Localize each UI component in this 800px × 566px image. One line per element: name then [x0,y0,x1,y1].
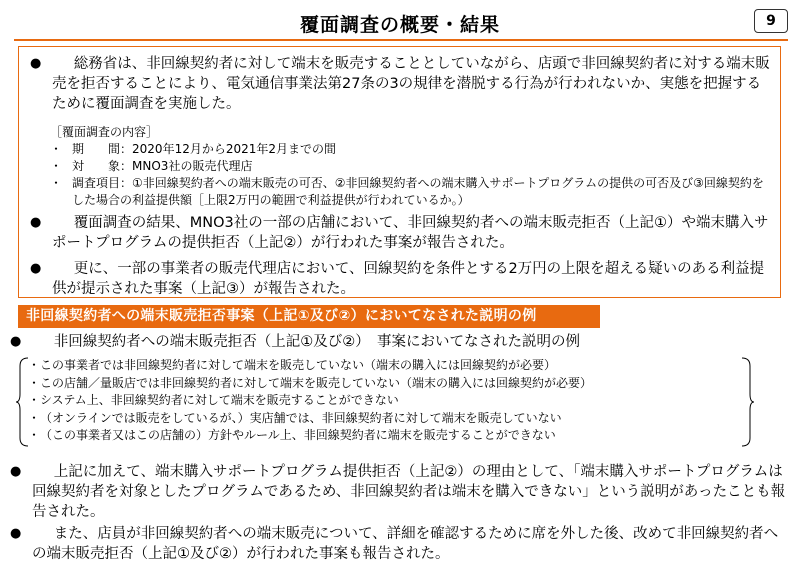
page-title: 覆面調査の概要・結果 [299,14,500,36]
small-bullet-icon: ・ [50,142,63,156]
intro-paragraph [30,54,775,114]
contents-item-items: ・ 調査項目：①非回線契約者への端末販売の可否、②非回線契約者への端末購入サポートプログラムの提供の可否及び③回線契約をした場合の利益提供額［上限2万円の範囲で利益提供が行われているか。） [50,176,764,207]
bullet-icon: ● [10,334,22,349]
example-list [28,357,748,445]
bullet-icon: ● [10,526,22,541]
result-text-1: 覆面調査の結果、MNO3社の一部の店舗において、非回線契約者への端末販売拒否（上記①）や端末購入サポートプログラムの提供拒否（上記②）が行われた事案が報告された。 [52,215,769,251]
small-bullet-icon: ・ [28,393,41,408]
contents-item-period: ・ 期 間：2020年12月から2021年2月までの間 [50,142,337,156]
contents-item-target: ・ 対 象：MNO3社の販売代理店 [50,159,253,173]
paragraph-3-text: 上記に加えて、端末購入サポートプログラム提供拒否（上記②）の理由として、「端末購入サポートプログラムは回線契約者を対象としたプログラムであるため、非回線契約者は端末を購入できない」という説明があったことも報告された。 [32,464,786,520]
small-bullet-icon: ・ [28,358,41,372]
bullet-icon: ● [10,464,22,479]
title-underline [14,39,788,41]
list-item: ・ この事業者では非回線契約者に対して端末を販売していない（端末の購入には回線契約が必要） [28,357,748,375]
paragraph-4-text: また、店員が非回線契約者への端末販売について、詳細を確認するために席を外した後、改めて非回線契約者への端末販売拒否（上記①及び②）が行われた事案も報告された。 [32,526,779,562]
examples-lead-text: 非回線契約者への端末販売拒否（上記①及び②） 事案においてなされた説明の例 [53,334,580,350]
small-bullet-icon: ・ [28,375,41,390]
list-item: ・ （オンラインでは販売をしているが、）実店舗では、非回線契約者に対して端末を販売していない [28,410,748,428]
page-number: 9 [754,9,788,33]
contents-label: 調査項目 [72,176,121,190]
contents-label: 期 間 [72,142,121,156]
list-item: ・ （この事業者又はこの店舗の）方針やルール上、非回線契約者に端末を販売することができない [28,427,748,445]
paragraph-4 [10,524,790,564]
paragraph-3 [10,462,790,522]
contents-value: MNO3社の販売代理店 [132,159,253,173]
bullet-icon: ● [30,56,42,71]
survey-contents [50,124,775,209]
contents-value: ①非回線契約者への端末販売の可否、②非回線契約者への端末購入サポートプログラムの提供の可否及び③回線契約をした場合の利益提供額［上限2万円の範囲で利益提供が行われているか。） [72,176,764,207]
result-text-2: 更に、一部の事業者の販売代理店において、回線契約を条件とする2万円の上限を超える疑いのある利益提供が提示された事案（上記③）が報告された。 [52,261,765,297]
small-bullet-icon: ・ [28,428,41,443]
bullet-icon: ● [30,215,42,230]
result-paragraph-1 [30,213,775,253]
contents-value: 2020年12月から2021年2月までの間 [132,142,337,156]
list-item: ・ この店舗／量販店では非回線契約者に対して端末を販売していない（端末の購入には回線契約が必要） [28,375,748,393]
small-bullet-icon: ・ [50,176,63,190]
contents-label: 対 象 [72,159,121,173]
small-bullet-icon: ・ [28,410,41,425]
contents-heading: ［覆面調査の内容］ [50,125,159,139]
small-bullet-icon: ・ [50,159,63,173]
bullet-icon: ● [30,261,42,276]
intro-text: 総務省は、非回線契約者に対して端末を販売することとしていながら、店頭で非回線契約者に対する端末販売を拒否することにより、電気通信事業法第27条の3の規律を潜脱する行為が行われないか、実態を把握するために覆面調査を実施した。 [52,56,770,112]
examples-lead [10,332,780,352]
result-paragraph-2 [30,259,775,299]
list-item: ・ システム上、非回線契約者に対して端末を販売することができない [28,392,748,410]
section-banner: 非回線契約者への端末販売拒否事案（上記①及び②）においてなされた説明の例 [18,305,600,328]
